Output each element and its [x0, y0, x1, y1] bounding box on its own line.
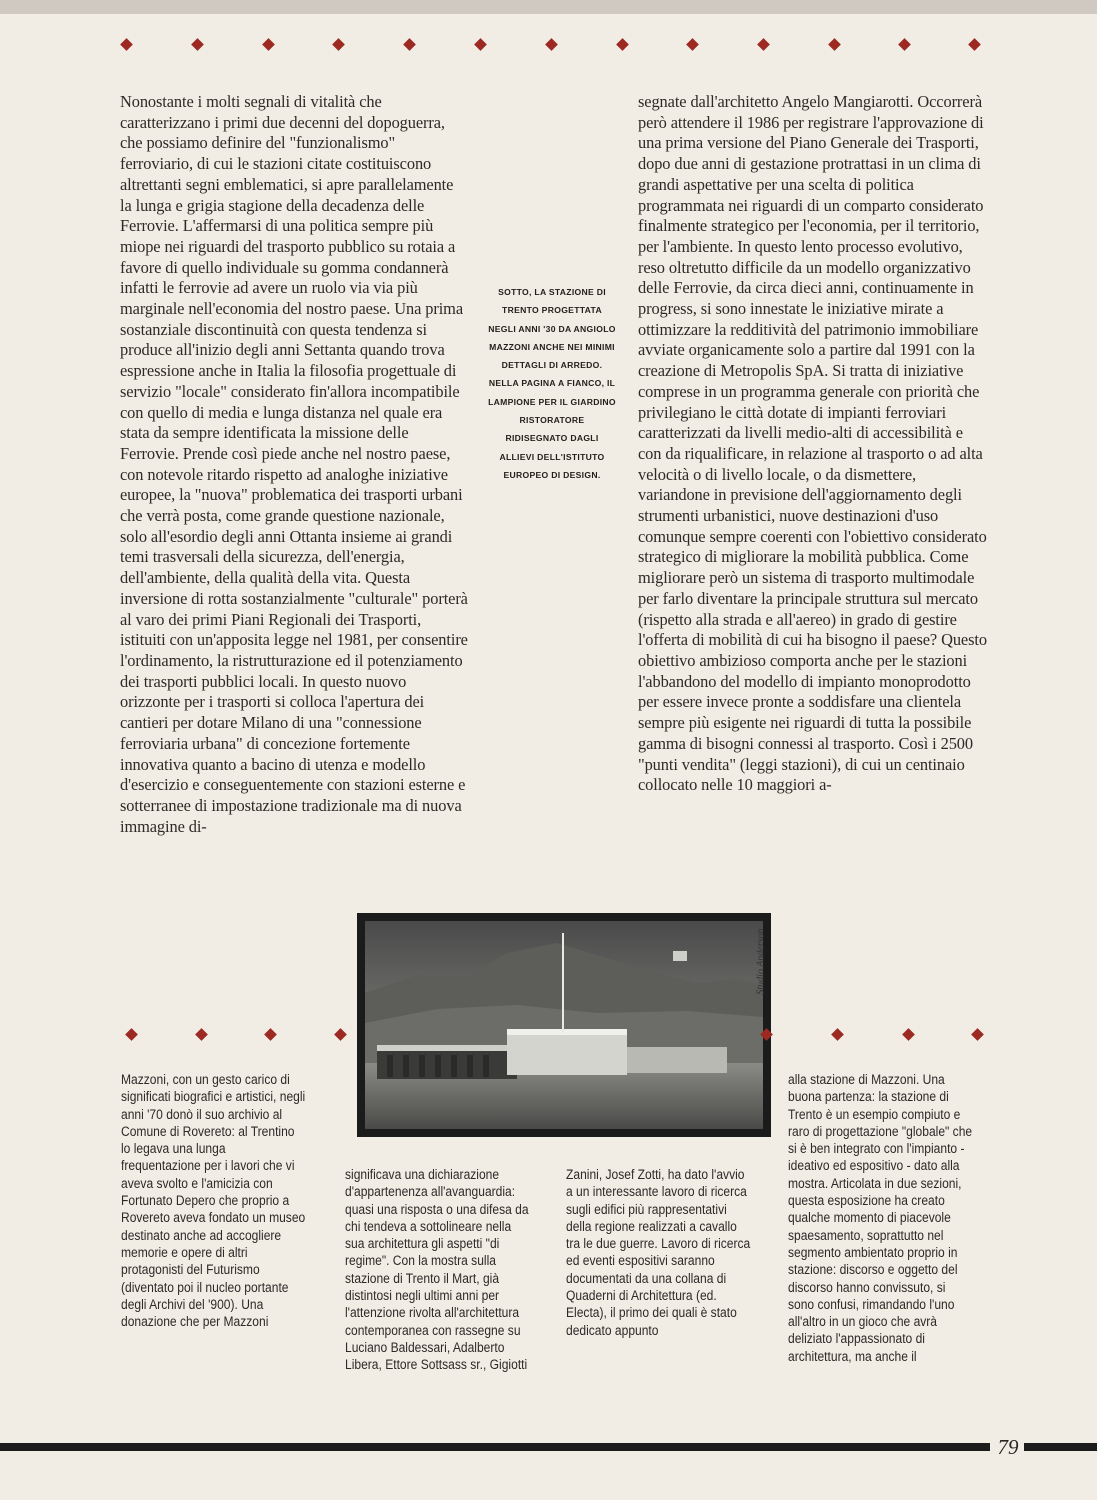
bottom-col2-text: significava una dichiarazione d'appartenenza all'avanguardia: quasi una risposta o una difesa da chi tendeva a sottolineare nella sua architettura gli aspetti "di regime". Con la mostra sulla stazione di Trento il Mart, già distintosi negli ultimi anni per l'attenzione rivolta all'architettura contemporanea con rassegne su Luciano Baldessari, Adalberto Libera, Ettore Sottsass sr., Gigiotti — [345, 1167, 529, 1373]
bottom-diamond-ornament — [0, 1030, 1097, 1050]
bottom-col1-text: Mazzoni, con un gesto carico di significati biografici e artistici, negli anni '70 donò il suo archivio al Comune di Rovereto: al Trentino lo legava una lunga frequentazione per i lavori che vi aveva svolto e l'amicizia con Fortunato Depero che proprio a Rovereto aveva fondato un museo destinato anche ad accogliere memorie e opere di altri protagonisti del Futurismo (diventato poi il nucleo portante degli Archivi del '900). Una donazione che per Mazzoni — [121, 1072, 306, 1330]
diamond-icon — [191, 38, 204, 51]
right-column-text: segnate dall'architetto Angelo Mangiarotti. Occorrerà però attendere il 1986 per registrare l'approvazione di una prima versione del Piano Generale dei Trasporti, dopo due anni di gestazione protrattasi in un clima di grandi aspettative per una scelta di politica programmata nei riguardi di un comparto considerato finalmente strategico per l'economia, per il territorio, per l'ambiente. In questo lento processo evolutivo, reso oltretutto difficile da un modello organizzativo delle Ferrovie, da circa dieci anni, continuamente in progress, si sono innestate le iniziative mirate a ottimizzare la redditività del patrimonio immobiliare avviate organicamente solo a partire dal 1991 con la creazione di Metropolis SpA. Si tratta di iniziative comprese in un programma generale con priorità che privilegiano le città dotate di impianti ferroviari caratterizzati da livelli medio-alti di accessibilità e con da riqualificare, in relazione al trasporto o ad alta velocità o di livello locale, o da dismettere, variandone in previsione dell'aggiornamento degli strumenti urbanistici, nuove destinazioni d'uso comunque sempre coerenti con l'obiettivo considerato strategico di migliorare la mobilità pubblica. Come migliorare però un sistema di trasporto multimodale per farlo diventare la principale struttura sul mercato (rispetto alla strada e all'aereo) in grado di gestire l'offerta di mobilità di cui ha bisogno il paese? Questo obiettivo ambizioso comporta anche per le stazioni l'abbandono del modello di impianto monoprodotto per essere invece pronte a soddisfare una clientela sempre più esigente nei riguardi di tutta la possibile gamma di bisogni connessi al trasporto. Così i 2500 "punti vendita" (leggi stazioni), di cui un centinaio collocato nelle 10 maggiori a- — [638, 92, 987, 795]
photo-credit-text: Studio Anderson — [755, 928, 767, 995]
diamond-icon — [125, 1028, 138, 1041]
diamond-icon — [616, 38, 629, 51]
diamond-icon — [332, 38, 345, 51]
bottom-column-4 — [788, 1071, 973, 1365]
photo-caption: SOTTO, LA STAZIONE DI TRENTO PROGETTATA NEGLI ANNI '30 DA ANGIOLO MAZZONI ANCHE NEI MINIMI DETTAGLI DI ARREDO. NELLA PAGINA A FIANCO, IL LAMPIONE PER IL GIARDINO RISTORATORE RIDISEGNATO DAGLI ALLIEVI DELL'ISTITUTO EUROPEO DI DESIGN. — [488, 287, 616, 480]
diamond-icon — [474, 38, 487, 51]
diamond-icon — [831, 1028, 844, 1041]
photo-credit — [740, 918, 780, 1008]
bottom-col4-text: alla stazione di Mazzoni. Una buona partenza: la stazione di Trento è un esempio compiuto e raro di progettazione "globale" che si è ben integrato con l'impianto - ideativo ed espositivo - dato alla mostra. Articolata in due sezioni, questa esposizione ha creato qualche momento di piacevole spaesamento, soprattutto nel segmento ambientato proprio in stazione: discorso e oggetto del discorso hanno convissuto, si sono confusi, rimandando l'uno all'altro in un gioco che avrà deliziato l'appassionato di architettura, ma anche il — [788, 1072, 973, 1364]
page-number: 79 — [997, 1435, 1019, 1459]
diamond-icon — [828, 38, 841, 51]
diamond-icon — [545, 38, 558, 51]
diamond-icon — [686, 38, 699, 51]
diamond-icon — [262, 38, 275, 51]
top-diamond-ornament — [0, 40, 1097, 60]
footer-rule-right — [1024, 1443, 1097, 1451]
article-right-column — [638, 92, 990, 796]
footer-rule — [0, 1443, 990, 1451]
diamond-icon — [898, 38, 911, 51]
station-photo-image — [357, 913, 771, 1137]
diamond-icon — [760, 1028, 773, 1041]
bottom-column-2 — [345, 1166, 530, 1374]
bottom-column-1 — [121, 1071, 306, 1330]
bottom-column-3 — [566, 1166, 751, 1339]
diamond-icon — [195, 1028, 208, 1041]
trento-station-photo — [357, 913, 771, 1137]
diamond-icon — [403, 38, 416, 51]
bottom-col3-text: Zanini, Josef Zotti, ha dato l'avvio a un interessante lavoro di ricerca sugli edifici più rappresentativi della regione realizzati a cavallo tra le due guerre. Lavoro di ricerca ed eventi espositivi saranno documentati da una collana di Quaderni di Architettura (ed. Electa), il primo dei quali è stato dedicato appunto — [566, 1167, 751, 1338]
diamond-icon — [757, 38, 770, 51]
diamond-icon — [968, 38, 981, 51]
article-left-column — [120, 92, 468, 837]
left-column-text: Nonostante i molti segnali di vitalità che caratterizzano i primi due decenni del dopoguerra, che possiamo definire del "funzionalismo" ferroviario, di cui le stazioni citate costituiscono altrettanti segni emblematici, si apre parallelamente la lunga e grigia stagione della decadenza delle Ferrovie. L'affermarsi di una politica sempre più miope nei riguardi del trasporto pubblico su rotaia a favore di quello individuale su gomma condannerà infatti le ferrovie ad avere un ruolo via via più marginale nell'economia del nostro paese. Una prima sostanziale discontinuità con questa tendenza si produce all'inizio degli anni Settanta quando trova espressione anche in Italia la filosofia progettuale di servizio "locale" considerato fin'allora incompatibile con quello di media e lunga distanza nel quale era stata da sempre identificata la missione delle Ferrovie. Prende così piede anche nel nostro paese, con notevole ritardo rispetto ad analoghe iniziative europee, la "nuova" problematica dei trasporti urbani che verrà posta, come grande questione nazionale, solo all'esordio degli anni Ottanta insieme ai grandi temi trasversali della sicurezza, dell'energia, dell'ambiente, della qualità della vita. Questa inversione di rotta sostanzialmente "culturale" porterà al varo dei primi Piani Regionali dei Trasporti, istituiti con un'apposita legge nel 1981, per consentire l'ordinamento, la ristrutturazione ed il potenziamento dei trasporti pubblici locali. In questo nuovo orizzonte per i trasporti si colloca l'apertura dei cantieri per dotare Milano di una "connessione ferroviaria urbana" di concezione fortemente innovativa quanto a bacino di utenza e modello d'esercizio e conseguentemente con stazioni esterne e sotterranee di impostazione tradizionale ma di nuova immagine di- — [120, 92, 468, 836]
diamond-icon — [264, 1028, 277, 1041]
top-border — [0, 0, 1097, 14]
diamond-icon — [971, 1028, 984, 1041]
diamond-icon — [120, 38, 133, 51]
diamond-icon — [902, 1028, 915, 1041]
diamond-icon — [334, 1028, 347, 1041]
